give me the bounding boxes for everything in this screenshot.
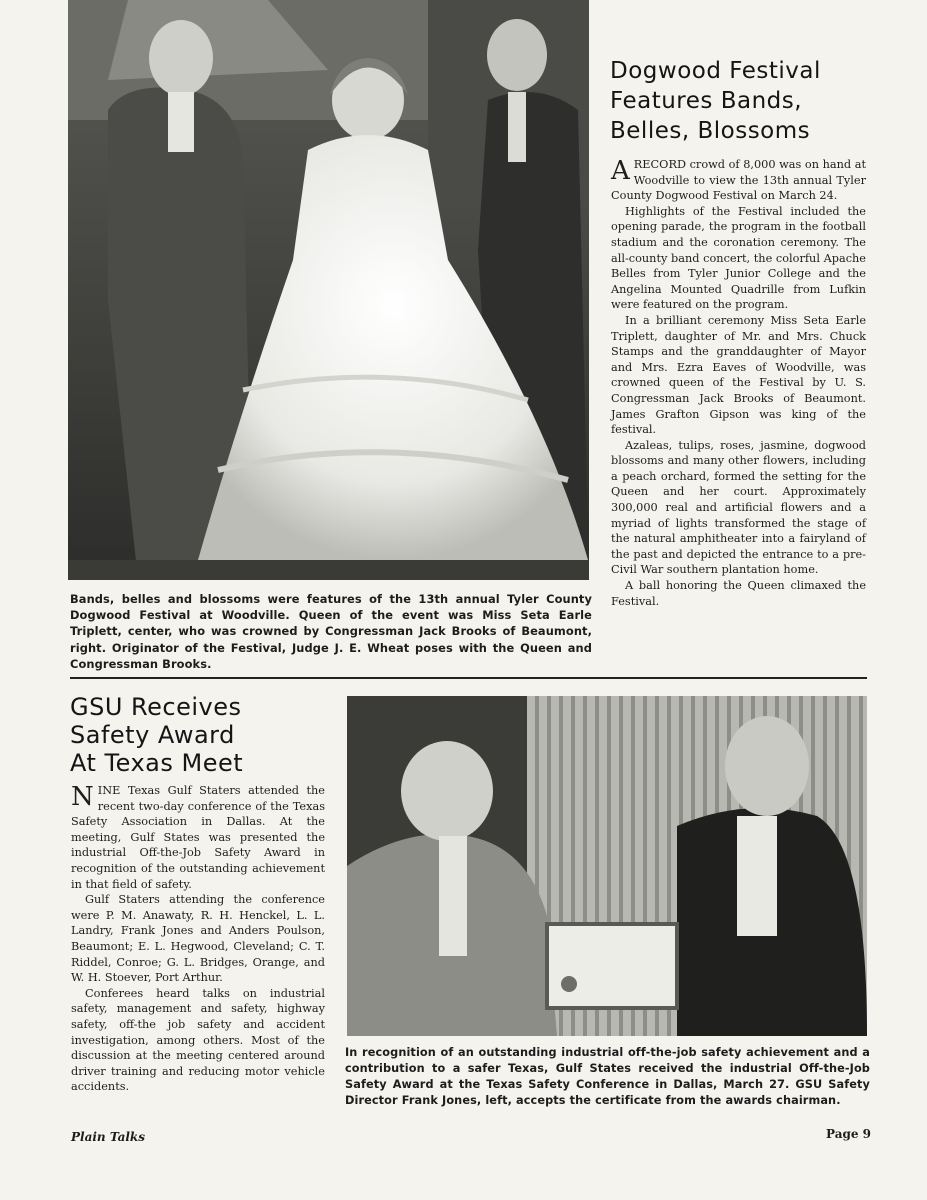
dogwood-headline-line-2: Features Bands,: [610, 88, 803, 114]
safety-headline-line-2: Safety Award: [70, 721, 235, 749]
safety-headline: [70, 693, 330, 777]
dogwood-headline-line-3: Belles, Blossoms: [610, 118, 811, 144]
safety-paragraph-3: Conferees heard talks on industrial safety, management and safety, highway safety, off-the job safety and accident investigation, among others. Most of the discussion at the meeting centered around driver training and reducing motor vehicle accidents.: [71, 986, 325, 1094]
safety-dropcap: N: [71, 782, 94, 812]
dogwood-paragraph-1: ARECORD crowd of 8,000 was on hand at Woodville to view the 13th annual Tyler County Dogwood Festival on March 24.: [611, 156, 866, 203]
award-photo-caption: In recognition of an outstanding industrial off-the-job safety achievement and a contribution to a safer Texas, Gulf States received the industrial Off-the-Job Safety Award at the Texas Safety Conference in Dallas, March 27. GSU Safety Director Frank Jones, left, accepts the certificate from the awards chairman.: [345, 1046, 870, 1107]
festival-photo: [68, 0, 589, 580]
dogwood-paragraph-3: In a brilliant ceremony Miss Seta Earle Triplett, daughter of Mr. and Mrs. Chuck Stamps and the granddaughter of Mayor and Mrs. Ezra Eaves of Woodville, was crowned queen of the Festival by U. S. Congressman Jack Brooks of Beaumont. James Grafton Gipson was king of the festival.: [611, 313, 866, 437]
award-photo: [347, 696, 867, 1036]
dogwood-headline-line-1: Dogwood Festival: [610, 58, 821, 84]
safety-paragraph-1: NINE Texas Gulf Staters attended the recent two-day conference of the Texas Safety Association in Dallas. At the meeting, Gulf States was presented the industrial Off-the-Job Safety Award in recognition of the outstanding achievement in that field of safety.: [71, 782, 325, 891]
safety-article-body: [71, 783, 325, 1095]
safety-paragraph-2: Gulf Staters attending the conference were P. M. Anawaty, R. H. Henckel, L. L. Landry, Frank Jones and Anders Poulson, Beaumont; E. L. Hegwood, Cleveland; C. T. Riddel, Conroe; G. L. Bridges, Orange, and W. H. Stoever, Port Arthur.: [71, 893, 325, 985]
publication-name: Plain Talks: [71, 1130, 146, 1144]
dogwood-paragraph-5: A ball honoring the Queen climaxed the Festival.: [611, 579, 866, 608]
page-number: Page 9: [826, 1127, 872, 1141]
dogwood-dropcap: A: [611, 156, 630, 186]
dogwood-article-body: [611, 157, 866, 609]
dogwood-paragraph-2: Highlights of the Festival included the opening parade, the program in the football stadium and the coronation ceremony. The all-county band concert, the colorful Apache Belles from Tyler Junior College and the Angelina Mounted Quadrille from Lufkin were featured on the program.: [611, 204, 866, 312]
dogwood-headline: [610, 56, 910, 146]
safety-headline-line-3: At Texas Meet: [70, 749, 244, 777]
dogwood-paragraph-4: Azaleas, tulips, roses, jasmine, dogwood blossoms and many other flowers, including a peach orchard, formed the setting for the Queen and her court. Approximately 300,000 real and artificial flowers and a myriad of lights transformed the stage of the natural amphitheater into a fairyland of the past and depicted the entrance to a pre-Civil War southern plantation home.: [611, 438, 866, 577]
festival-photo-caption: Bands, belles and blossoms were features of the 13th annual Tyler County Dogwood Festival at Woodville. Queen of the event was Miss Seta Earle Triplett, center, who was crowned by Congressman Jack Brooks of Beaumont, right. Originator of the Festival, Judge J. E. Wheat poses with the Queen and Congressman Brooks.: [70, 592, 592, 671]
section-divider: [70, 677, 867, 679]
safety-headline-line-1: GSU Receives: [70, 693, 242, 721]
